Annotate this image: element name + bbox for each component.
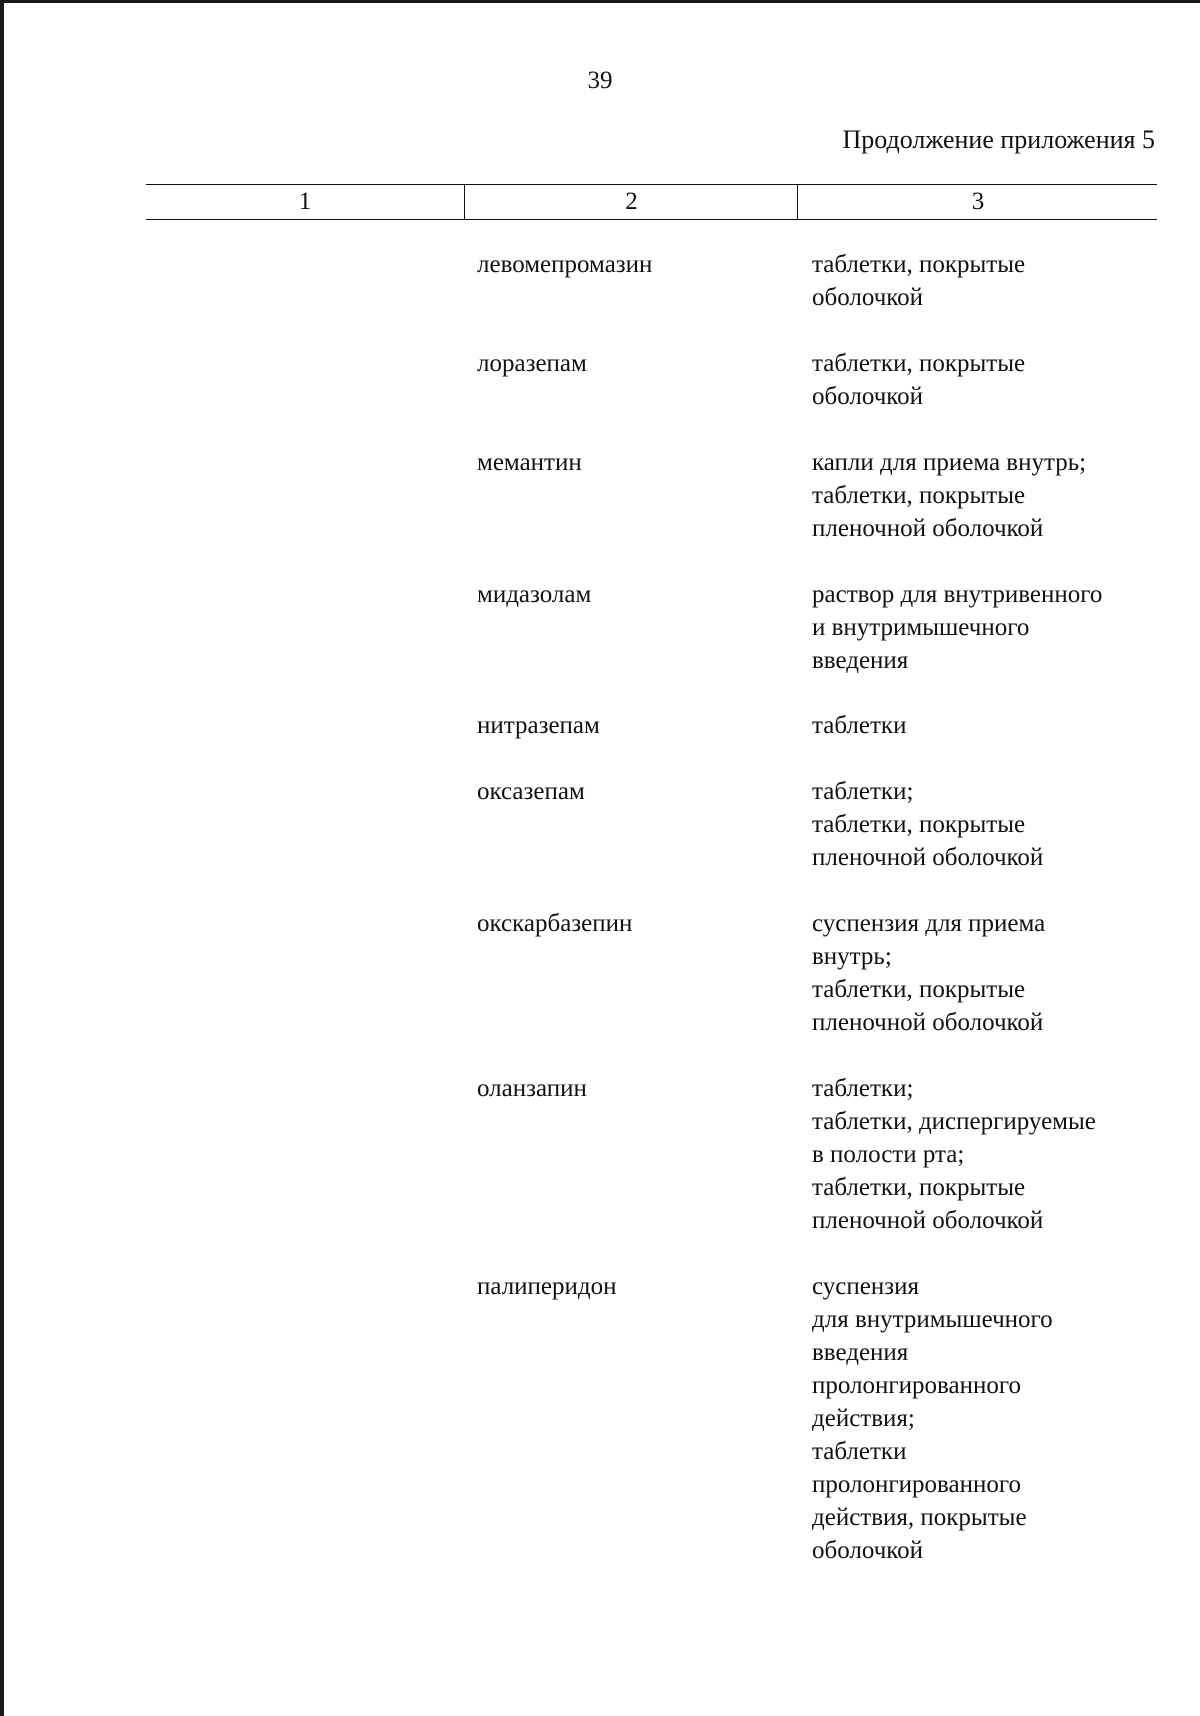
dosage-form-line: оболочкой <box>812 284 924 311</box>
dosage-form-line: пролонгированного <box>812 1372 1021 1399</box>
dosage-form <box>812 446 1152 545</box>
dosage-form-line: капли для приема внутрь; <box>812 449 1087 476</box>
dosage-form <box>812 907 1152 1039</box>
drug-name: оланзапин <box>477 1075 587 1102</box>
dosage-form-line: введения <box>812 647 909 674</box>
drug-name: нитразепам <box>477 712 600 739</box>
header-col-1: 1 <box>298 188 312 215</box>
dosage-form <box>812 1072 1152 1237</box>
dosage-form-line: таблетки; <box>812 1075 914 1102</box>
dosage-form-line: суспензия <box>812 1273 919 1300</box>
dosage-form-line: пролонгированного <box>812 1471 1021 1498</box>
dosage-form <box>812 248 1152 314</box>
dosage-form-line: внутрь; <box>812 943 892 970</box>
dosage-form <box>812 775 1152 874</box>
scan-edge-top <box>0 0 1200 3</box>
dosage-form-line: введения <box>812 1339 909 1366</box>
dosage-form-line: оболочкой <box>812 383 924 410</box>
header-col-3: 3 <box>797 185 1158 219</box>
drug-name: оксазепам <box>477 778 585 805</box>
dosage-form-line: таблетки, покрытые <box>812 811 1026 838</box>
dosage-form-line: таблетки, покрытые <box>812 251 1026 278</box>
dosage-form <box>812 347 1152 413</box>
dosage-form <box>812 709 1152 742</box>
dosage-form-line: таблетки <box>812 1438 907 1465</box>
dosage-form-line: пленочной оболочкой <box>812 515 1044 542</box>
dosage-form <box>812 1270 1152 1567</box>
dosage-form-line: оболочкой <box>812 1537 924 1564</box>
dosage-form-line: таблетки, покрытые <box>812 350 1026 377</box>
dosage-form-line: раствор для внутривенного <box>812 581 1103 608</box>
dosage-form-line: в полости рта; <box>812 1141 965 1168</box>
page-number: 39 <box>587 67 613 94</box>
drug-name: окскарбазепин <box>477 910 633 937</box>
dosage-form-line: для внутримышечного <box>812 1306 1053 1333</box>
dosage-form-line: действия; <box>812 1405 915 1432</box>
dosage-form-line: и внутримышечного <box>812 614 1030 641</box>
dosage-form <box>812 578 1152 677</box>
dosage-form-line: таблетки; <box>812 778 914 805</box>
dosage-form-line: таблетки, покрытые <box>812 1174 1026 1201</box>
table-header <box>146 184 1157 220</box>
dosage-form-line: действия, покрытые <box>812 1504 1027 1531</box>
dosage-form-line: таблетки, диспергируемые <box>812 1108 1096 1135</box>
dosage-form-line: суспензия для приема <box>812 910 1046 937</box>
drug-name: мидазолам <box>477 581 592 608</box>
drug-name: мемантин <box>477 449 582 476</box>
dosage-form-line: пленочной оболочкой <box>812 844 1044 871</box>
dosage-form-line: таблетки <box>812 712 907 739</box>
dosage-form-line: таблетки, покрытые <box>812 482 1026 509</box>
scan-edge-left <box>0 0 4 1716</box>
header-col-2: 2 <box>464 185 798 219</box>
dosage-form-line: таблетки, покрытые <box>812 976 1026 1003</box>
continuation-label: Продолжение приложения 5 <box>842 125 1155 154</box>
dosage-form-line: пленочной оболочкой <box>812 1009 1044 1036</box>
drug-name: лоразепам <box>477 350 587 377</box>
dosage-form-line: пленочной оболочкой <box>812 1207 1044 1234</box>
drug-name: левомепромазин <box>477 251 653 278</box>
drug-name: палиперидон <box>477 1273 617 1300</box>
